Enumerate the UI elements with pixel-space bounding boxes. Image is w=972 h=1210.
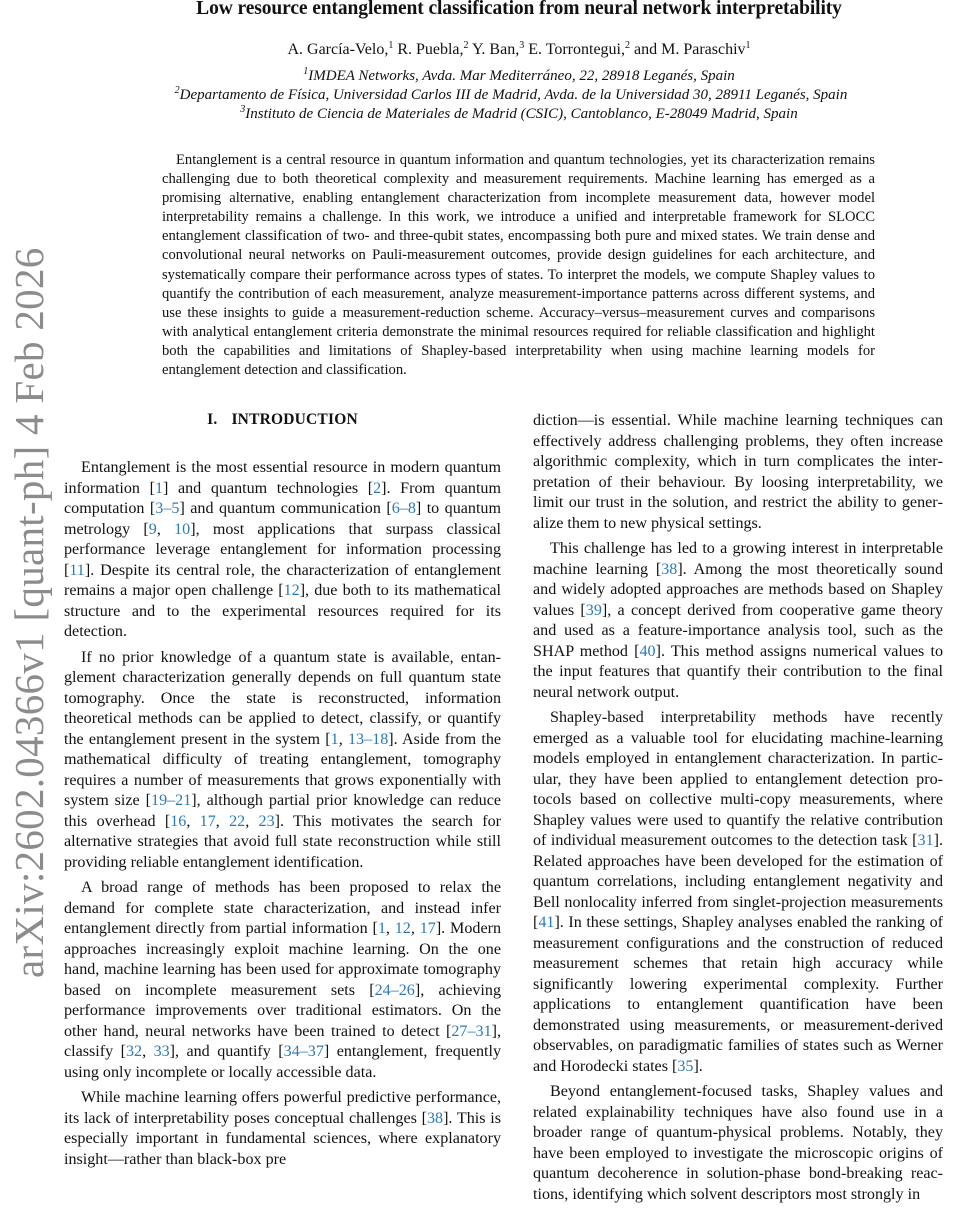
citation-link[interactable]: 27–31 [451,1022,492,1040]
citation-link[interactable]: 23 [258,812,275,830]
author: A. García-Velo,$^1$ [287,40,394,58]
citation-link[interactable]: 34–37 [283,1043,324,1060]
citation-link[interactable]: 22 [229,812,246,830]
body-column-right [533,411,943,1210]
paragraph: A broad range of methods has been proposed to relax the demand for complete state characterization, and instead infer entanglement directly from partial information [1, 12, 17]. Modern approaches increasingly exploit machine learning. On the one hand, machine learning has been used for approximate tomography based on incomplete measurement sets [24–26], achieving performance improvements over traditional estimators. On the other hand, neural networks have been trained to detect [27–31], classify [32, 33], and quantify [34–37] entanglement, frequently using only incomplete or locally accessible data. [64,879,501,1081]
affiliation-3: $^3$Instituto de Ciencia de Materiales de Madrid (CSIC), Cantoblanco, E-28049 Madrid, Spain [240,104,798,122]
citation-link[interactable]: 3–5 [155,500,180,517]
citation-link[interactable]: 12 [394,920,411,937]
paragraph: If no prior knowledge of a quantum state is available, entanglement characterization generally depends on full quantum state tomography. Once the state is reconstructed, information theoretical methods can be applied to detect, classify, or quantify the entanglement present in the system [1, 13–18]. Aside from the mathematical difficulty of treating entanglement, tomography requires a number of measurements that grows exponentially with system size [19–21], although partial prior knowledge can reduce this overhead [16, 17, 22, 23]. This motivates the search for alternative strategies that avoid full state reconstruction while still providing reliable entanglement identification. [64,648,502,871]
affiliation-2: $^2$Departamento de Física, Universidad Carlos III de Madrid, Avda. de la Universidad 30, 28911 Leganés, Spain [174,85,848,103]
citation-link[interactable]: 24–26 [374,981,415,999]
body-column-left [64,458,501,1175]
citation-link[interactable]: 1 [154,479,164,497]
citation-link[interactable]: 10 [174,520,191,538]
paper-title: Low resource entanglement classification from neural network interpretability [196,0,842,19]
citation-link[interactable]: 31 [917,832,934,849]
author: E. Torrontegui,$^2$ [528,40,630,58]
citation-link[interactable]: 16 [170,812,187,830]
abstract: Entanglement is a central resource in quantum information and quantum technologies, yet its characterization remains challenging due to both theoretical complexity and measurement requirements. Machine learning has emerged as a promising alternative, enabling entanglement characterization from incomplete measurement data, however model interpretability remains a challenge. In this work, we introduce a unified and interpretable framework for SLOCC entanglement classification of two- and three-qubit states, encompassing both pure and mixed states. We train dense and convolutional neural networks on Pauli-measurement outcomes, provide design guidelines for each architecture, and systematically compare their performance across types of states. To interpret the models, we compute Shapley values to quantify the contribution of each measurement, analyze measurement-importance patterns across different systems, and use these insights to guide a measurement-reduction scheme. Accuracy–versus–measurement curves and comparisons with analytical entanglement criteria demonstrate the minimal resources required for reliable classification and highlight both the capabilities and limitations of Shapley-based interpretability when using machine learning models for entanglement detection and classification. [162,152,875,379]
paragraph: Entanglement is the most essential resource in modern quantum information [1] and quantum technologies [2]. From quantum computation [3–5] and quantum communication [6–8] to quantum metrology [9, 10], most applications that surpass classical performance leverage entanglement for information processing [11]. Despite its central role, the characterization of entanglement remains a major open challenge [12], due both to its mathematical structure and to the experimental resources required for its detection. [64,459,502,640]
citation-link[interactable]: 2 [373,479,382,497]
citation-link[interactable]: 17 [419,920,436,937]
citation-link[interactable]: 1 [377,920,386,937]
author: R. Puebla,$^2$ [397,40,469,58]
paragraph: Beyond entanglement-focused tasks, Shapley values and related explainability techniques have also found use in a broader range of quantum-physical problems. Notably, they have been employed to investigate the microscopic origins of quantum decoherence in solution-phase bond-breaking reactions, identifying which solvent descriptors most strongly in [533,1083,943,1203]
affiliation-1: $^1$IMDEA Networks, Avda. Mar Mediterráneo, 22, 28918 Leganés, Spain [303,66,735,84]
paragraph: While machine learning offers powerful predictive performance, its lack of interpretability poses conceptual challenges [38]. This is especially important in fundamental sciences, where explanatory insight—rather than black-box pre [64,1089,501,1168]
section-number: I. [207,411,218,428]
citation-link[interactable]: 39 [585,601,602,619]
arxiv-stamp: arXiv:2602.04366v1 [quant-ph] 4 Feb 2026 [6,247,52,978]
section-title: INTRODUCTION [231,411,358,428]
paragraph: Shapley-based interpretability methods have recently emerged as a valuable tool for elucidating machine-learning models employed in entanglement characterization. In particular, they have been applied to entanglement detection protocols based on collective multi-copy measurements, where Shapley values were used to quantify the relative contribution of individual measurement outcomes to the detection task [31]. Related approaches have been developed for the estimation of quantum correlations, including entanglement negativity and Bell nonlocality inferred from singlet-projection measurements [41]. In these settings, Shapley analyses enabled the ranking of measurement configurations and the construction of reduced measurement schemes that retain high accuracy while significantly lowering experimental complexity. Further applications to entanglement quantification have been demonstrated using measurements, or measurement-derived observables, on paradigmatic families of states such as Werner and Horodecki states [35]. [533,709,943,1075]
paragraph: diction—is essential. While machine learning techniques can effectively address challenging problems, they often increase algorithmic complexity, which in turn complicates the interpretation of their behaviour. By loosing interpretability, we limit our trust in the solution, and restrict the ability to generalize them to new physical settings. [533,412,943,532]
citation-link[interactable]: 40 [639,642,656,660]
citation-link[interactable]: 38 [426,1109,444,1127]
citation-link[interactable]: 13–18 [348,730,389,748]
citation-link[interactable]: 6–8 [391,500,416,517]
citation-link[interactable]: 19–21 [151,792,192,809]
citation-link[interactable]: 9 [148,520,157,538]
citation-link[interactable]: 12 [283,582,300,599]
section-heading [64,411,501,429]
author: and M. Paraschiv$^1$ [634,40,751,58]
citation-link[interactable]: 1 [330,730,339,748]
citation-link[interactable]: 17 [199,812,216,830]
citation-link[interactable]: 38 [661,560,678,578]
citation-link[interactable]: 33 [153,1043,170,1060]
citation-link[interactable]: 41 [538,914,555,931]
citation-link[interactable]: 11 [69,561,85,579]
author-list [0,41,972,59]
citation-link[interactable]: 35 [677,1057,694,1075]
author: Y. Ban,$^3$ [471,40,525,58]
paragraph: This challenge has led to a growing interest in interpretable machine learning [38]. Among the most theoretically sound and widely adopted approaches are methods based on Shapley values [39], a concept derived from cooperative game theory and used as a feature-importance analysis tool, such as the SHAP method [40]. This method assigns numerical values to the input features that quantify their contribution to the final neural network output. [533,540,944,701]
citation-link[interactable]: 32 [125,1043,143,1060]
